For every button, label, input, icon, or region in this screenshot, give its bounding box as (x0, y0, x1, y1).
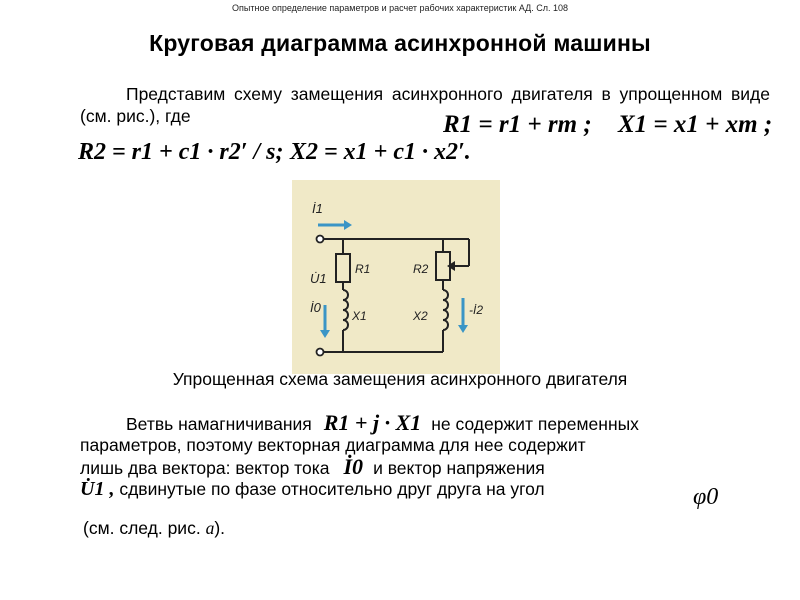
see-next-figure (83, 518, 225, 539)
formula-r1 (443, 111, 592, 139)
terminal-bottom (317, 349, 324, 356)
body-line-1 (80, 412, 770, 434)
formula-r2 (78, 139, 283, 166)
resistor-r1 (336, 254, 350, 282)
formula-x2-text: X2 = x1 + c1 · x2′. (290, 139, 471, 165)
label-x1: X1 (352, 309, 367, 323)
input-arrow-head (344, 220, 352, 230)
inline-current-i0: İ0 (343, 454, 364, 479)
body-line-2: параметров, поэтому векторная диаграмма для нее содержит (80, 435, 586, 455)
body-line-3-b: и вектор напряжения (373, 458, 545, 478)
body-line-1-b: не содержит переменных (431, 414, 639, 434)
terminal-top (317, 236, 324, 243)
i2-arrow-head (458, 325, 468, 333)
formula-r2-text: R2 = r1 + c1 · r2′ / s; (78, 139, 284, 165)
see-next-b: ). (214, 518, 226, 538)
slide-title: Круговая диаграмма асинхронной машины (149, 30, 651, 56)
see-next-a: (см. след. рис. (83, 518, 201, 538)
formula-x1 (618, 111, 772, 139)
header-caption: Опытное определение параметров и расчет рабочих характеристик АД. Сл. 108 (232, 3, 568, 13)
label-u1: U̇1 (310, 271, 327, 286)
formula-x2 (290, 139, 471, 166)
inductor-x1 (343, 290, 348, 330)
i0-arrow-head (320, 330, 330, 338)
formula-x1-text: X1 = x1 + xm ; (618, 111, 773, 138)
see-next-letter: а (205, 518, 215, 538)
circuit-diagram (292, 180, 500, 374)
label-i2: -İ2 (469, 303, 484, 317)
figure-caption: Упрощенная схема замещения асинхронного двигателя (172, 369, 628, 389)
label-i0: İ0 (310, 300, 321, 315)
inline-voltage-u1: U̇1 , (80, 478, 115, 500)
label-i1: İ1 (312, 201, 323, 216)
body-line-3-a: лишь два вектора: вектор тока (80, 458, 330, 478)
label-r1: R1 (355, 262, 371, 276)
body-line-4 (80, 478, 770, 500)
label-r2: R2 (413, 262, 429, 276)
label-x2: X2 (413, 309, 428, 323)
inductor-x2 (443, 290, 448, 330)
body-line-1-a: Ветвь намагничивания (126, 414, 312, 434)
inline-formula-magnetizing: R1 + j · X1 (323, 410, 422, 435)
body-line-4-text: сдвинутые по фазе относительно друг друга на угол (119, 479, 545, 499)
formula-r1-text: R1 = r1 + rm ; (443, 111, 592, 138)
body-paragraph (80, 412, 770, 500)
equivalent-circuit-figure (292, 180, 500, 374)
intro-paragraph: Представим схему замещения асинхронного двигателя в упрощенном виде (см. рис.), где (80, 84, 770, 126)
phase-angle-symbol: φ0 (693, 484, 719, 510)
body-line-3 (80, 456, 770, 478)
